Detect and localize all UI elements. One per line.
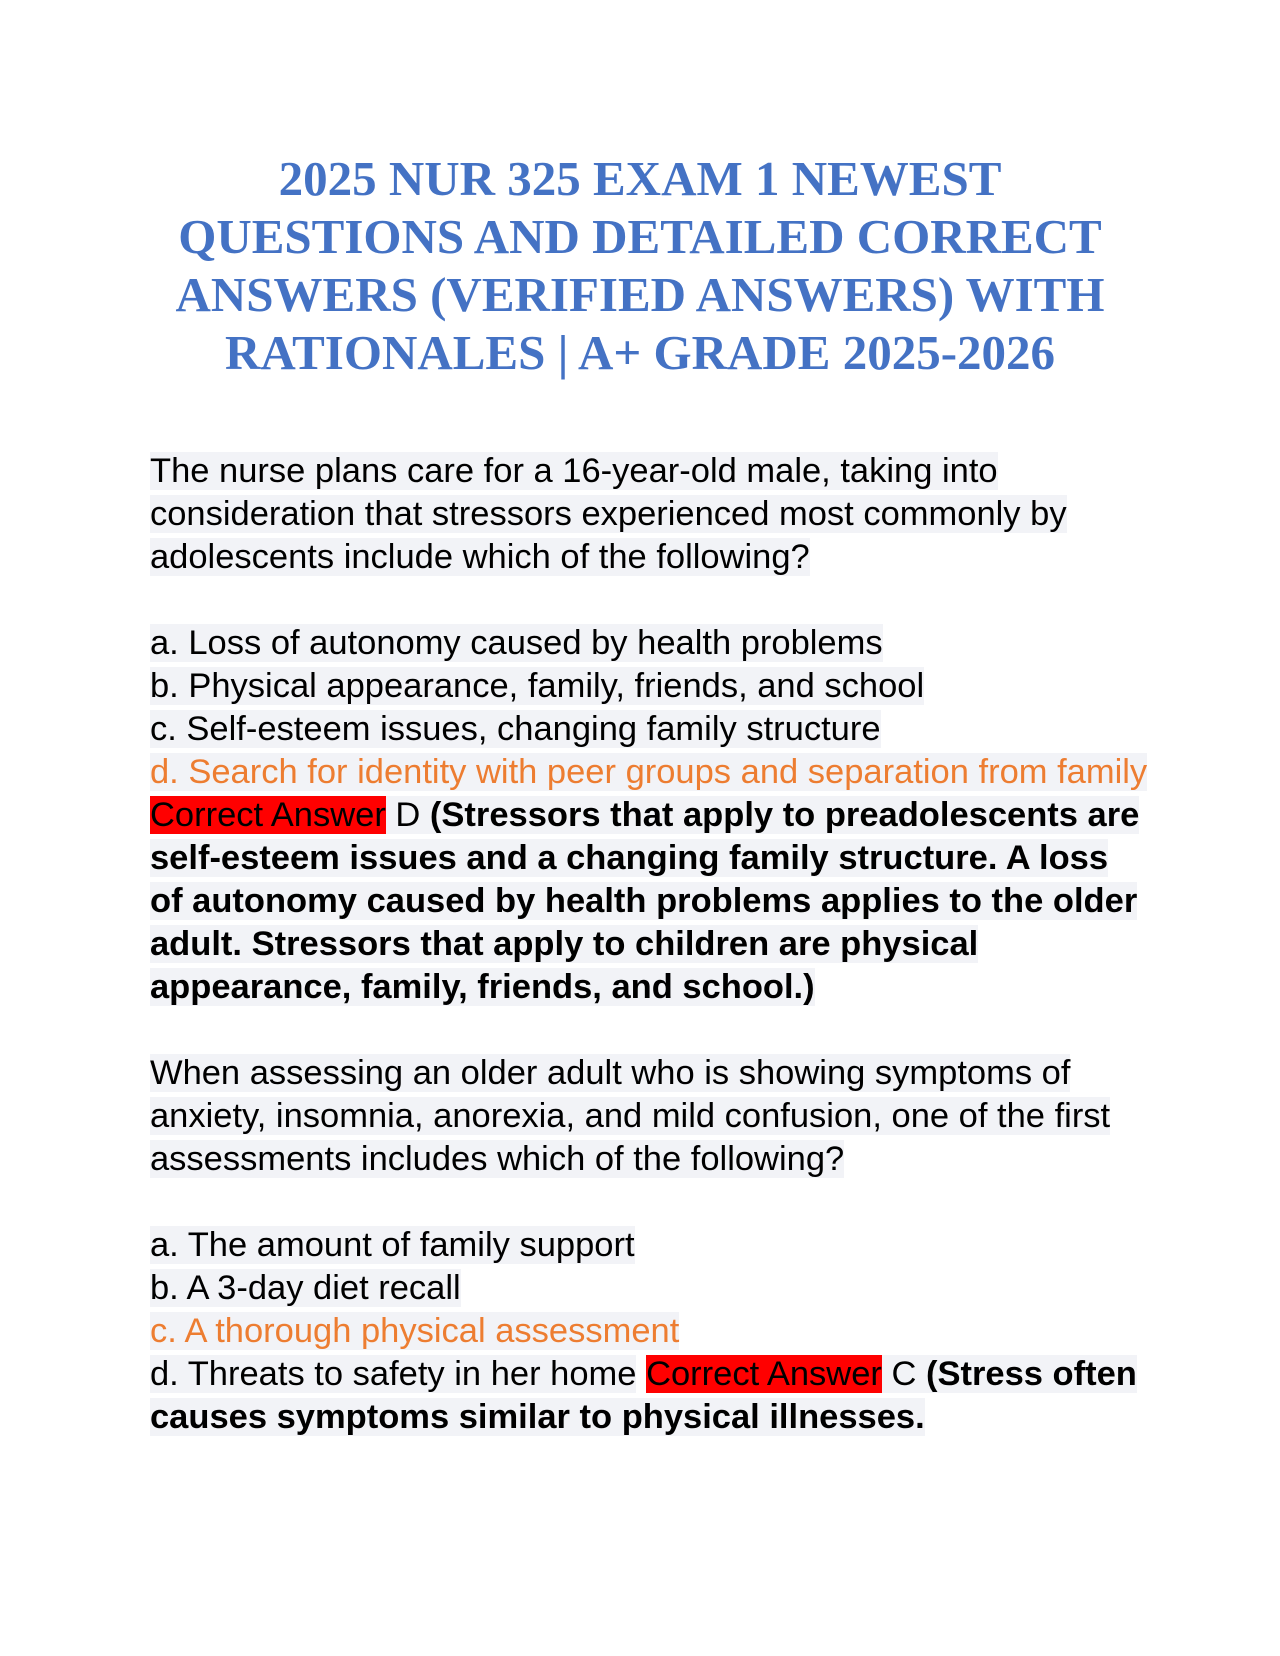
option-c-correct (150, 1310, 1150, 1353)
option-d-with-answer: d. Threats to safety in her home Correct Answer C (Stress often causes symptoms similar to physical illnesses. (150, 1355, 1137, 1436)
option-c: c. Self-esteem issues, changing family structure (150, 710, 881, 748)
question-2-stem (150, 1052, 1150, 1181)
answer-letter: C (881, 1355, 926, 1393)
title-line: ANSWERS (VERIFIED ANSWERS) WITH (175, 267, 1105, 322)
option-b: b. Physical appearance, family, friends, and school (150, 667, 925, 705)
answer-rationale: (Stress often causes symptoms similar to physical illnesses. (150, 1355, 1137, 1436)
option-b: b. A 3-day diet recall (150, 1269, 461, 1307)
answer-letter: D (385, 796, 430, 834)
correct-answer-tag: Correct Answer (150, 796, 386, 834)
question-stem-text: The nurse plans care for a 16-year-old male, taking into consideration that stressors experienced most commonly by adolescents include which of the following? (150, 452, 1067, 576)
correct-answer-tag: Correct Answer (646, 1355, 882, 1393)
title-line: RATIONALES | A+ GRADE 2025-2026 (224, 325, 1056, 380)
question-stem-text: When assessing an older adult who is showing symptoms of anxiety, insomnia, anorexia, and mild confusion, one of the first assessments includes which of the following? (150, 1054, 1111, 1178)
correct-option: d. Search for identity with peer groups and separation from family (150, 753, 1148, 791)
answer-rationale: (Stressors that apply to preadolescents are self-esteem issues and a changing family structure. A loss of autonomy caused by health problems applies to the older adult. Stressors that apply to children are physical appearance, family, friends, and school.) (150, 796, 1140, 1006)
document-title (120, 150, 1160, 382)
option-a: a. The amount of family support (150, 1226, 635, 1264)
title-line: 2025 NUR 325 EXAM 1 NEWEST (278, 151, 1002, 206)
title-line: QUESTIONS AND DETAILED CORRECT (178, 209, 1102, 264)
option-a: a. Loss of autonomy caused by health problems (150, 624, 883, 662)
question-1-stem (150, 450, 1150, 579)
question-2-options (150, 1224, 1150, 1439)
document-body (150, 450, 1150, 1482)
question-1-options (150, 622, 1150, 1009)
option-d-with-answer (150, 751, 1150, 1009)
correct-option: c. A thorough physical assessment (150, 1312, 680, 1350)
